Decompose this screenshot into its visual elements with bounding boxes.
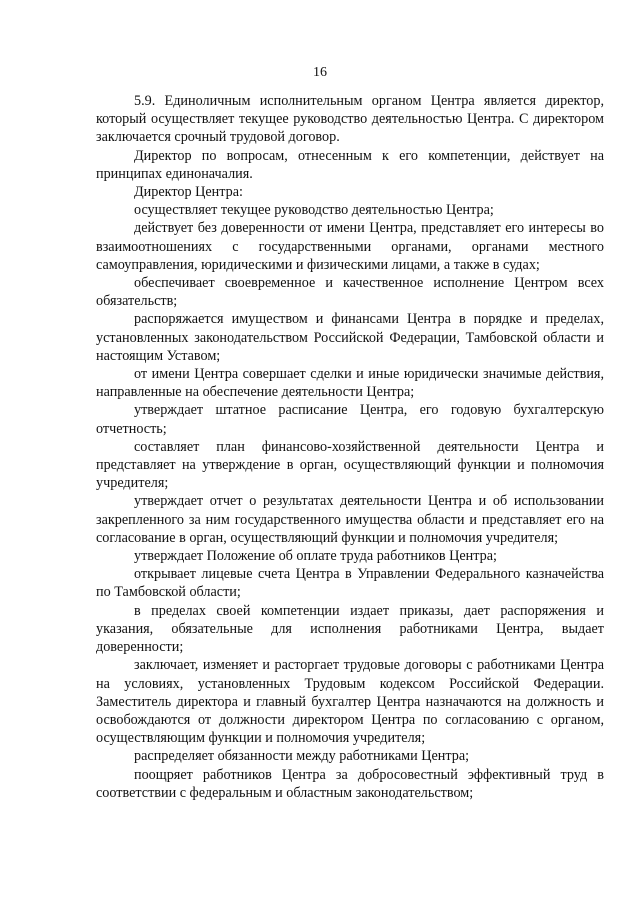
list-item: утверждает штатное расписание Центра, его годовую бухгалтерскую отчетность; xyxy=(96,402,604,437)
list-item: осуществляет текущее руководство деятельностью Центра; xyxy=(134,202,494,219)
paragraph-director-heading: Директор Центра: xyxy=(134,184,243,201)
list-item: от имени Центра совершает сделки и иные юридически значимые действия, направленные на обеспечение деятельности Центра; xyxy=(96,366,604,401)
page-number: 16 xyxy=(313,65,327,80)
list-item: распределяет обязанности между работниками Центра; xyxy=(134,748,470,765)
list-item: распоряжается имуществом и финансами Центра в порядке и пределах, установленных законодательством Российской Федерации, Тамбовской области и настоящим Уставом; xyxy=(96,311,604,364)
document-body xyxy=(96,92,604,802)
list-item: утверждает отчет о результатах деятельности Центра и об использовании закрепленного за ним государственного имущества области и представляет его на согласование в орган, осуществляющий функции и полномочия учредителя; xyxy=(96,493,604,546)
list-item: открывает лицевые счета Центра в Управлении Федерального казначейства по Тамбовской области; xyxy=(96,566,604,601)
list-item: утверждает Положение об оплате труда работников Центра; xyxy=(134,548,497,565)
list-item: заключает, изменяет и расторгает трудовые договоры с работниками Центра на условиях, установленных Трудовым кодексом Российской Федерации. Заместитель директора и главный бухгалтер Центра назначаются на должность и освобождаются от должности директором Центра по согласованию с органом, осуществляющим функции и полномочия учредителя; xyxy=(96,657,604,747)
paragraph-5-9: 5.9. Единоличным исполнительным органом Центра является директор, который осуществляет текущее руководство деятельностью Центра. С директором заключается срочный трудовой договор. xyxy=(96,93,604,146)
list-item: поощряет работников Центра за добросовестный эффективный труд в соответствии с федеральным и областным законодательством; xyxy=(96,766,604,801)
list-item: составляет план финансово-хозяйственной деятельности Центра и представляет на утверждение в орган, осуществляющий функции и полномочия учредителя; xyxy=(96,438,604,492)
list-item: обеспечивает своевременное и качественное исполнение Центром всех обязательств; xyxy=(96,275,604,310)
list-item: в пределах своей компетенции издает приказы, дает распоряжения и указания, обязательные для исполнения работниками Центра, выдает доверенности; xyxy=(96,602,604,656)
paragraph-director-competence: Директор по вопросам, отнесенным к его компетенции, действует на принципах единоначалия. xyxy=(96,147,604,182)
list-item: действует без доверенности от имени Центра, представляет его интересы во взаимоотношениях с государственными органами, органами местного самоуправления, юридическими и физическими лицами, а также в судах; xyxy=(96,220,604,273)
